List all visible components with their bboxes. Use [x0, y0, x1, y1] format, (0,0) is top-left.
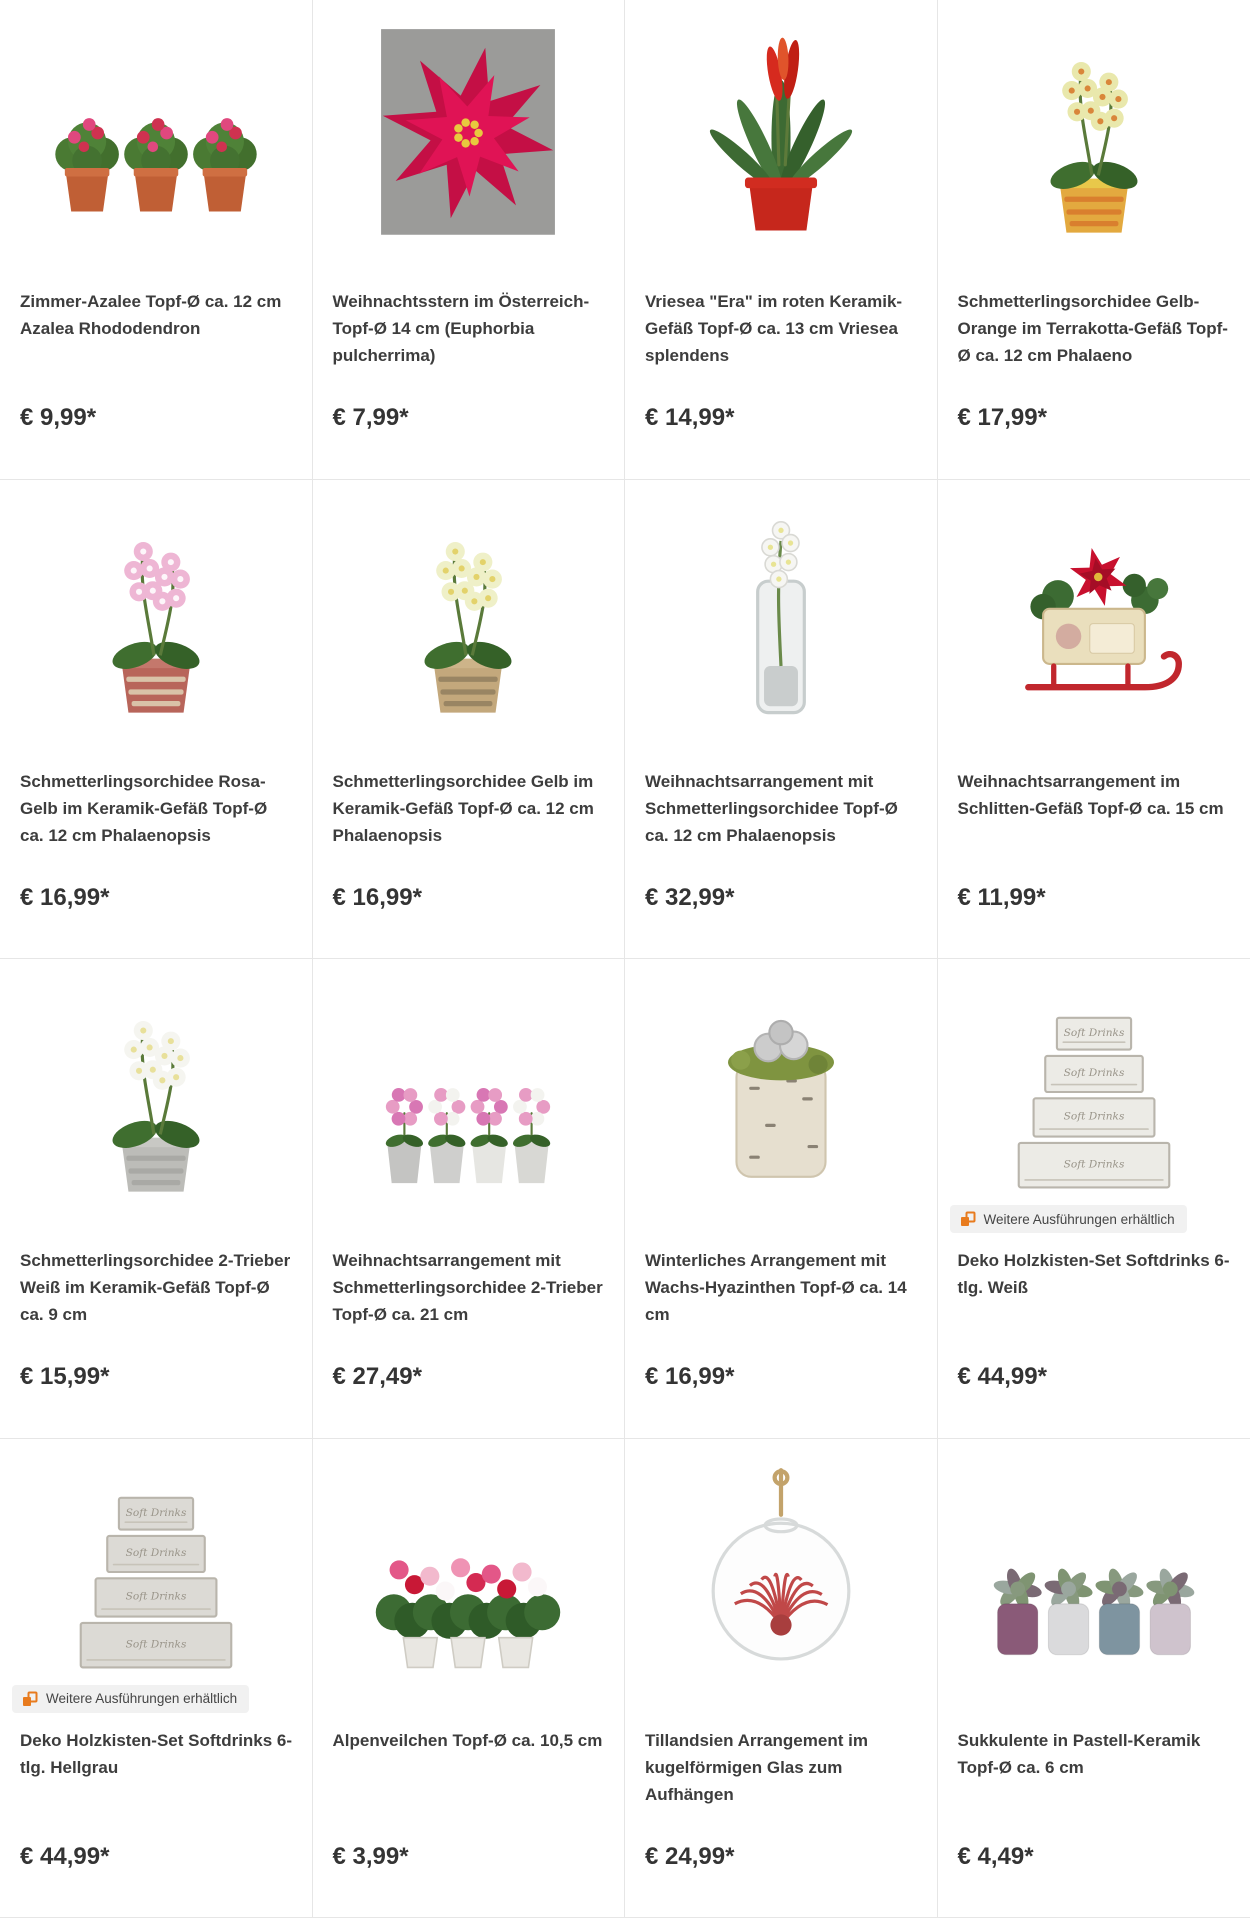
- product-price: € 16,99*: [645, 1363, 735, 1390]
- product-price: € 7,99*: [332, 404, 409, 431]
- product-card-16[interactable]: [938, 1439, 1250, 1918]
- variants-badge: [950, 1205, 1187, 1233]
- product-title[interactable]: Weihnachtsarrangement mit Schmetterlingsorchidee Topf-Ø ca. 12 cm Phalaenopsis: [645, 771, 898, 845]
- product-card-9[interactable]: [0, 959, 313, 1439]
- svg-text:Soft Drinks: Soft Drinks: [1063, 1158, 1125, 1171]
- product-card-4[interactable]: [938, 0, 1250, 480]
- product-image: [313, 1453, 625, 1691]
- product-title[interactable]: Schmetterlingsorchidee Gelb-Orange im Terrakotta-Gefäß Topf-Ø ca. 12 cm Phalaeno: [957, 292, 1228, 365]
- product-title[interactable]: Winterliches Arrangement mit Wachs-Hyazinthen Topf-Ø ca. 14 cm: [645, 1251, 907, 1324]
- product-price: € 32,99*: [645, 883, 735, 911]
- product-image: [0, 14, 312, 252]
- variants-icon: [22, 1691, 38, 1707]
- product-card-1[interactable]: [0, 0, 313, 480]
- product-image: [938, 1453, 1250, 1691]
- product-price: € 27,49*: [332, 1363, 422, 1390]
- product-image: [313, 494, 625, 732]
- product-card-15[interactable]: [625, 1439, 938, 1918]
- svg-text:Soft Drinks: Soft Drinks: [125, 1506, 187, 1519]
- product-title[interactable]: Weihnachtsstern im Österreich-Topf-Ø 14 cm (Euphorbia pulcherrima): [332, 292, 590, 365]
- variants-badge-label: Weitere Ausführungen erhältlich: [983, 1211, 1175, 1227]
- product-card-6[interactable]: [313, 480, 626, 960]
- product-price: € 9,99*: [20, 404, 97, 431]
- product-card-14[interactable]: [313, 1439, 626, 1918]
- product-title[interactable]: Vriesea "Era" im roten Keramik-Gefäß Topf-Ø ca. 13 cm Vriesea splendens: [645, 292, 903, 365]
- product-title[interactable]: Schmetterlingsorchidee 2-Trieber Weiß im Keramik-Gefäß Topf-Ø ca. 9 cm: [20, 1251, 291, 1324]
- svg-text:Soft Drinks: Soft Drinks: [125, 1590, 187, 1603]
- product-image: [938, 973, 1250, 1211]
- svg-text:Soft Drinks: Soft Drinks: [1063, 1067, 1125, 1080]
- product-card-8[interactable]: [938, 480, 1250, 960]
- product-title[interactable]: Weihnachtsarrangement im Schlitten-Gefäß Topf-Ø ca. 15 cm: [957, 771, 1224, 818]
- product-card-5[interactable]: [0, 480, 313, 960]
- product-price: € 17,99*: [957, 404, 1047, 431]
- product-title[interactable]: Deko Holzkisten-Set Softdrinks 6-tlg. Hellgrau: [20, 1730, 293, 1777]
- product-title[interactable]: Tillandsien Arrangement im kugelförmigen Glas zum Aufhängen: [645, 1730, 868, 1804]
- product-image: [625, 14, 937, 252]
- product-image: [313, 973, 625, 1211]
- product-title[interactable]: Sukkulente in Pastell-Keramik Topf-Ø ca. 6 cm: [957, 1730, 1201, 1777]
- product-title[interactable]: Weihnachtsarrangement mit Schmetterlingsorchidee 2-Trieber Topf-Ø ca. 21 cm: [332, 1251, 603, 1324]
- product-price: € 14,99*: [645, 404, 735, 431]
- variants-badge: [12, 1685, 249, 1713]
- product-image: [938, 494, 1250, 732]
- product-image: [625, 1453, 937, 1691]
- product-card-10[interactable]: [313, 959, 626, 1439]
- product-image: [0, 494, 312, 732]
- product-price: € 24,99*: [645, 1842, 735, 1870]
- product-price: € 4,49*: [957, 1842, 1034, 1870]
- product-image: [938, 14, 1250, 252]
- product-image: [625, 494, 937, 732]
- product-price: € 3,99*: [332, 1842, 409, 1870]
- product-price: € 44,99*: [20, 1842, 110, 1870]
- variants-icon: [960, 1211, 976, 1227]
- product-price: € 16,99*: [20, 883, 110, 911]
- svg-text:Soft Drinks: Soft Drinks: [125, 1546, 187, 1559]
- product-card-7[interactable]: [625, 480, 938, 960]
- product-image: [0, 973, 312, 1211]
- svg-text:Soft Drinks: Soft Drinks: [1063, 1026, 1125, 1039]
- product-title[interactable]: Deko Holzkisten-Set Softdrinks 6-tlg. Weiß: [957, 1251, 1230, 1297]
- product-title[interactable]: Schmetterlingsorchidee Rosa-Gelb im Keramik-Gefäß Topf-Ø ca. 12 cm Phalaenopsis: [20, 771, 268, 845]
- product-image: [313, 14, 625, 252]
- product-card-3[interactable]: [625, 0, 938, 480]
- product-card-11[interactable]: [625, 959, 938, 1439]
- product-title[interactable]: Zimmer-Azalee Topf-Ø ca. 12 cm Azalea Rhododendron: [20, 292, 282, 338]
- product-price: € 16,99*: [332, 883, 422, 911]
- product-price: € 11,99*: [957, 883, 1046, 911]
- product-image: [0, 1453, 312, 1691]
- variants-badge-label: Weitere Ausführungen erhältlich: [46, 1691, 238, 1706]
- product-price: € 15,99*: [20, 1363, 110, 1390]
- product-card-13[interactable]: [0, 1439, 313, 1918]
- product-image: [625, 973, 937, 1211]
- svg-text:Soft Drinks: Soft Drinks: [125, 1637, 187, 1650]
- product-card-2[interactable]: [313, 0, 626, 480]
- svg-text:Soft Drinks: Soft Drinks: [1063, 1110, 1125, 1123]
- product-card-12[interactable]: [938, 959, 1250, 1439]
- product-title[interactable]: Alpenveilchen Topf-Ø ca. 10,5 cm: [332, 1730, 603, 1750]
- product-title[interactable]: Schmetterlingsorchidee Gelb im Keramik-Gefäß Topf-Ø ca. 12 cm Phalaenopsis: [332, 771, 594, 845]
- product-price: € 44,99*: [957, 1363, 1047, 1390]
